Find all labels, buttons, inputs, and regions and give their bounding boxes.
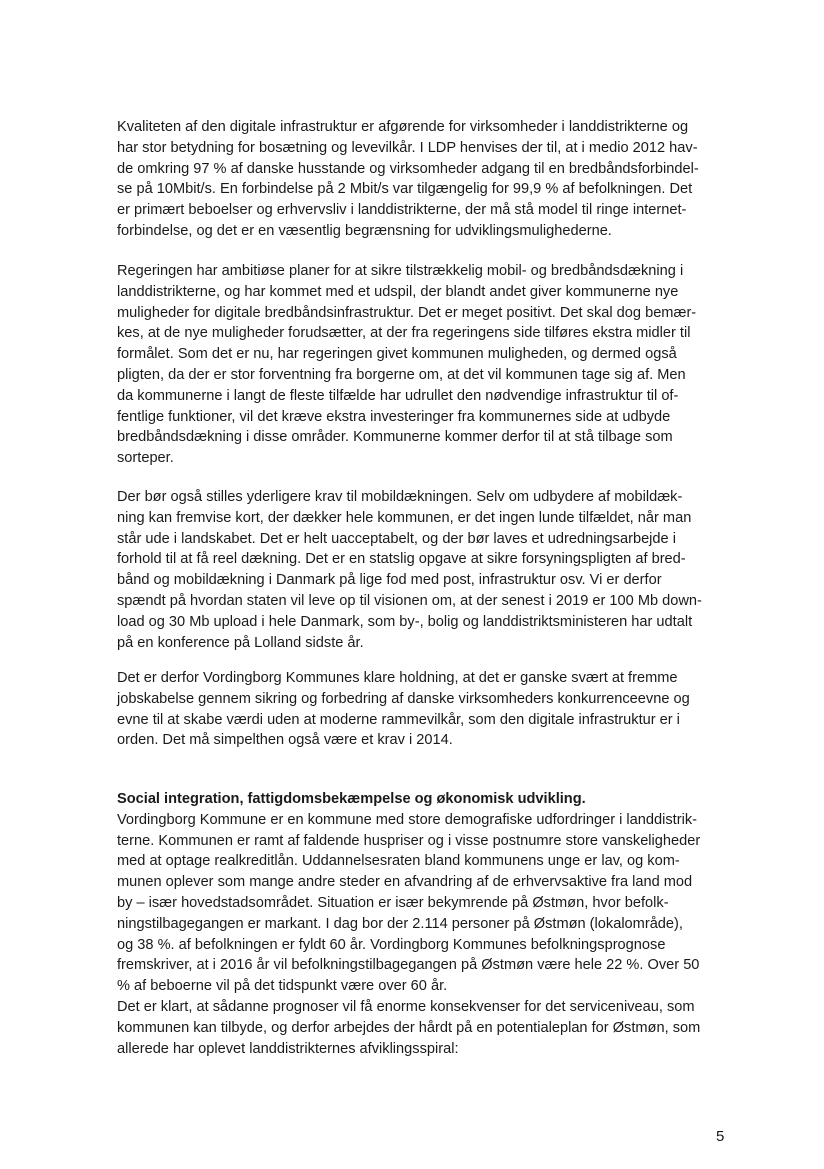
text-line: sorteper. — [117, 450, 174, 467]
text-line: ningstilbagegangen er markant. I dag bor der 2.114 personer på Østmøn (lokalområde), — [117, 915, 683, 932]
text-line: forbindelse, og det er en væsentlig begrænsning for udviklingsmulighederne. — [117, 222, 612, 239]
paragraph-municipality-position — [117, 668, 725, 751]
text-line: evne til at skabe værdi uden at moderne rammevilkår, som den digitale infrastruktur er i — [117, 711, 680, 728]
page-number: 5 — [716, 1128, 725, 1145]
section-heading: Social integration, fattigdomsbekæmpelse og økonomisk udvikling. — [117, 791, 586, 807]
text-line: Der bør også stilles yderligere krav til mobildækningen. Selv om udbydere af mobildæk- — [117, 489, 683, 505]
text-line: på en konference på Lolland sidste år. — [117, 634, 364, 651]
text-line: Det er klart, at sådanne prognoser vil få enorme konsekvenser for det serviceniveau, som — [117, 998, 695, 1015]
section-social-integration — [117, 789, 725, 1059]
text-line: by – især hovedstadsområdet. Situation er især bekymrende på Østmøn, hvor befolk- — [117, 894, 669, 911]
text-line: er primært beboelser og erhvervsliv i landdistrikterne, der må stå model til ringe internet- — [117, 202, 687, 219]
text-line: Kvaliteten af den digitale infrastruktur er afgørende for virksomheder i landdistrikterne og — [117, 119, 689, 135]
text-line: pligten, da der er stor forventning fra borgerne om, at det vil kommunen tage sig af. Men — [117, 366, 686, 383]
text-line: ning kan fremvise kort, der dækker hele kommunen, er det ingen lunde tilfældet, når man — [117, 509, 692, 526]
text-line: står ude i landskabet. Det er helt uacceptabelt, og der bør laves et udredningsarbejde i — [117, 530, 676, 547]
text-line: kommunen kan tilbyde, og derfor arbejdes der hårdt på en potentialeplan for Østmøn, som — [117, 1019, 701, 1036]
text-line: load og 30 Mb upload i hele Danmark, som by-, bolig og landdistriktsministeren har udtalt — [117, 613, 693, 630]
text-line: orden. Det må simpelthen også være et krav i 2014. — [117, 732, 453, 749]
text-line: Vordingborg Kommune er en kommune med store demografiske udfordringer i landdistrik- — [117, 811, 697, 828]
text-line: Regeringen har ambitiøse planer for at sikre tilstrækkelig mobil- og bredbåndsdækning i — [117, 263, 684, 279]
text-line: Det er derfor Vordingborg Kommunes klare holdning, at det er ganske svært at fremme — [117, 670, 678, 686]
paragraph-digital-infrastructure — [117, 117, 725, 242]
paragraph-government-plans — [117, 261, 725, 469]
text-line: munen oplever som mange andre steder en afvandring af de erhvervsaktive fra land mod — [117, 874, 693, 891]
paragraph-mobile-coverage — [117, 487, 725, 653]
text-line: se på 10Mbit/s. En forbindelse på 2 Mbit/s var tilgængelig for 99,9 % af befolkningen. Det — [117, 181, 693, 198]
text-line: landdistrikterne, og har kommet med et udspil, der blandt andet giver kommunerne nye — [117, 283, 679, 300]
text-line: fentlige funktioner, vil det kræve ekstra investeringer fra kommunernes side at udbyde — [117, 408, 671, 425]
text-line: spændt på hvordan staten vil leve op til visionen om, at der senest i 2019 er 100 Mb down- — [117, 592, 702, 609]
text-line: da kommunerne i langt de fleste tilfælde har udrullet den nødvendige infrastruktur til of- — [117, 387, 679, 404]
text-line: de omkring 97 % af danske husstande og virksomheder adgang til en bredbåndsforbindel- — [117, 160, 699, 177]
text-line: bredbåndsdækning i disse områder. Kommunerne kommer derfor til at stå tilbage som — [117, 429, 673, 446]
text-line: fremskriver, at i 2016 år vil befolkningstilbagegangen på Østmøn være hele 22 %. Over 50 — [117, 957, 700, 974]
text-line: allerede har oplevet landdistrikternes afviklingsspiral: — [117, 1040, 459, 1057]
text-line: muligheder for digitale bredbåndsinfrastruktur. Det er meget positivt. Det skal dog bemær- — [117, 304, 697, 321]
text-line: jobskabelse gennem sikring og forbedring af danske virksomheders konkurrenceevne og — [117, 690, 690, 707]
text-line: % af beboerne vil på det tidspunkt være over 60 år. — [117, 978, 448, 995]
text-line: terne. Kommunen er ramt af faldende huspriser og i visse postnumre store vanskeligheder — [117, 832, 701, 849]
text-line: formålet. Som det er nu, har regeringen givet kommunen muligheden, og dermed også — [117, 346, 677, 363]
text-line: forhold til at få reel dækning. Det er en statslig opgave at sikre forsyningspligten af bred- — [117, 551, 686, 568]
text-line: bånd og mobildækning i Danmark på lige fod med post, infrastruktur osv. Vi er derfor — [117, 572, 662, 589]
text-line: kes, at de nye muligheder forudsætter, at der fra regeringens side tilføres ekstra midler til — [117, 325, 691, 342]
text-line: og 38 %. af befolkningen er fyldt 60 år. Vordingborg Kommunes befolkningsprognose — [117, 936, 666, 953]
text-line: med at optage realkreditlån. Uddannelsesraten bland kommunens unge er lav, og kom- — [117, 853, 680, 870]
text-line: har stor betydning for bosætning og levevilkår. I LDP henvises der til, at i medio 2012 hav- — [117, 139, 698, 156]
